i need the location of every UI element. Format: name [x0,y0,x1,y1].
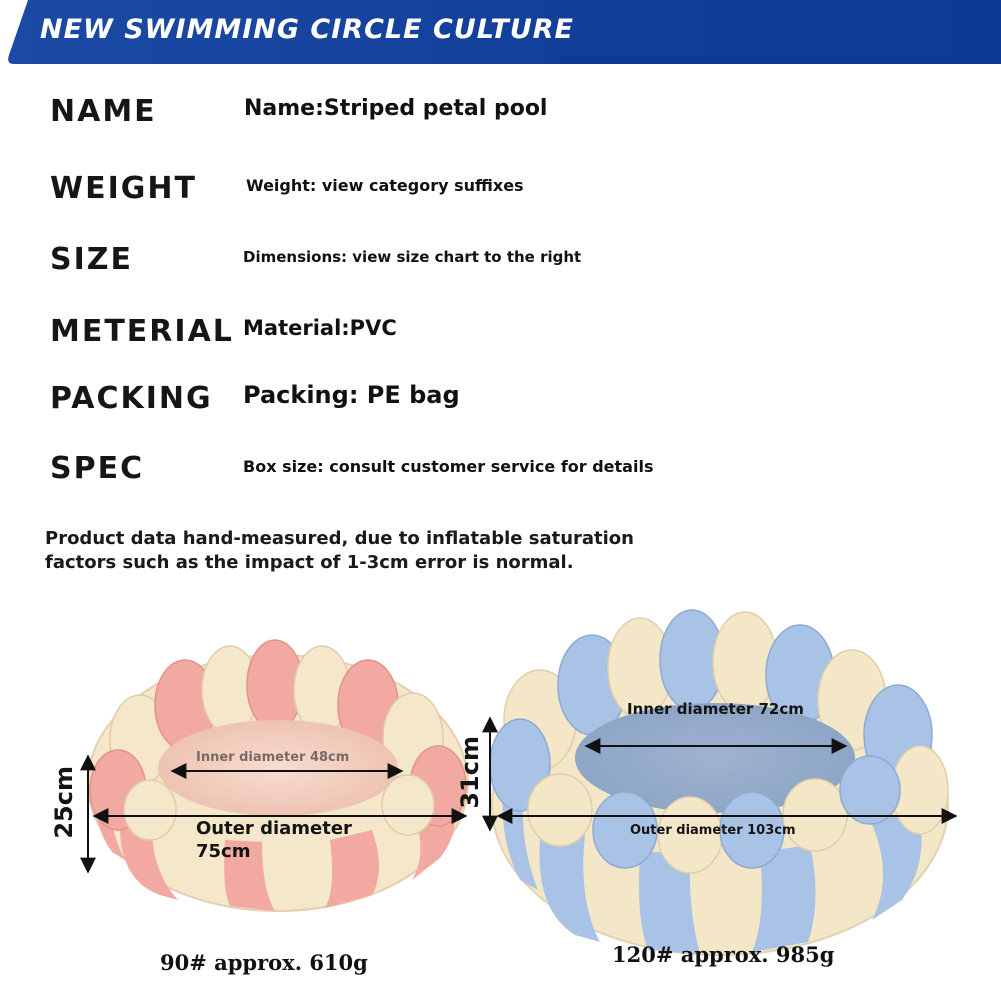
spec-key-spec: SPEC [50,451,145,486]
spec-value-spec: Box size: consult customer service for details [243,457,654,476]
banner-title: NEW SWIMMING CIRCLE CULTURE [40,14,575,45]
small-height-label: 25cm [50,766,78,839]
spec-value-packing: Packing: PE bag [243,381,460,409]
spec-value-material: Material:PVC [243,316,397,340]
small-inner-diameter-label: Inner diameter 48cm [196,750,350,765]
pool-illustrations [0,590,1001,1001]
measurement-note [45,527,665,575]
note-line-2: factors such as the impact of 1-3cm error is normal. [45,552,574,573]
spec-row-weight [0,171,1001,215]
spec-key-name: NAME [50,94,157,129]
large-outer-diameter-label: Outer diameter 103cm [630,823,796,838]
spec-row-material [0,314,1001,358]
large-weight-label: 120# approx. 985g [612,942,835,967]
spec-row-spec [0,451,1001,495]
large-height-label: 31cm [456,736,484,809]
small-outer-diameter-label-line2: 75cm [196,841,251,862]
large-blue-pool [490,610,948,955]
spec-value-size: Dimensions: view size chart to the right [243,248,582,266]
spec-key-material: METERIAL [50,314,234,349]
spec-value-name: Name:Striped petal pool [244,96,548,121]
spec-key-packing: PACKING [50,381,213,416]
spec-row-packing [0,381,1001,425]
note-line-1: Product data hand-measured, due to inflatable saturation [45,528,634,549]
large-inner-diameter-label: Inner diameter 72cm [627,700,804,718]
spec-value-weight: Weight: view category suffixes [246,176,524,195]
small-outer-diameter-label-line1: Outer diameter [196,818,352,839]
spec-key-size: SIZE [50,242,134,277]
small-pink-pool [88,640,468,911]
spec-row-size [0,242,1001,286]
small-weight-label: 90# approx. 610g [160,950,368,975]
spec-key-weight: WEIGHT [50,171,197,206]
product-size-chart [0,590,1001,1001]
spec-row-name [0,94,1001,138]
